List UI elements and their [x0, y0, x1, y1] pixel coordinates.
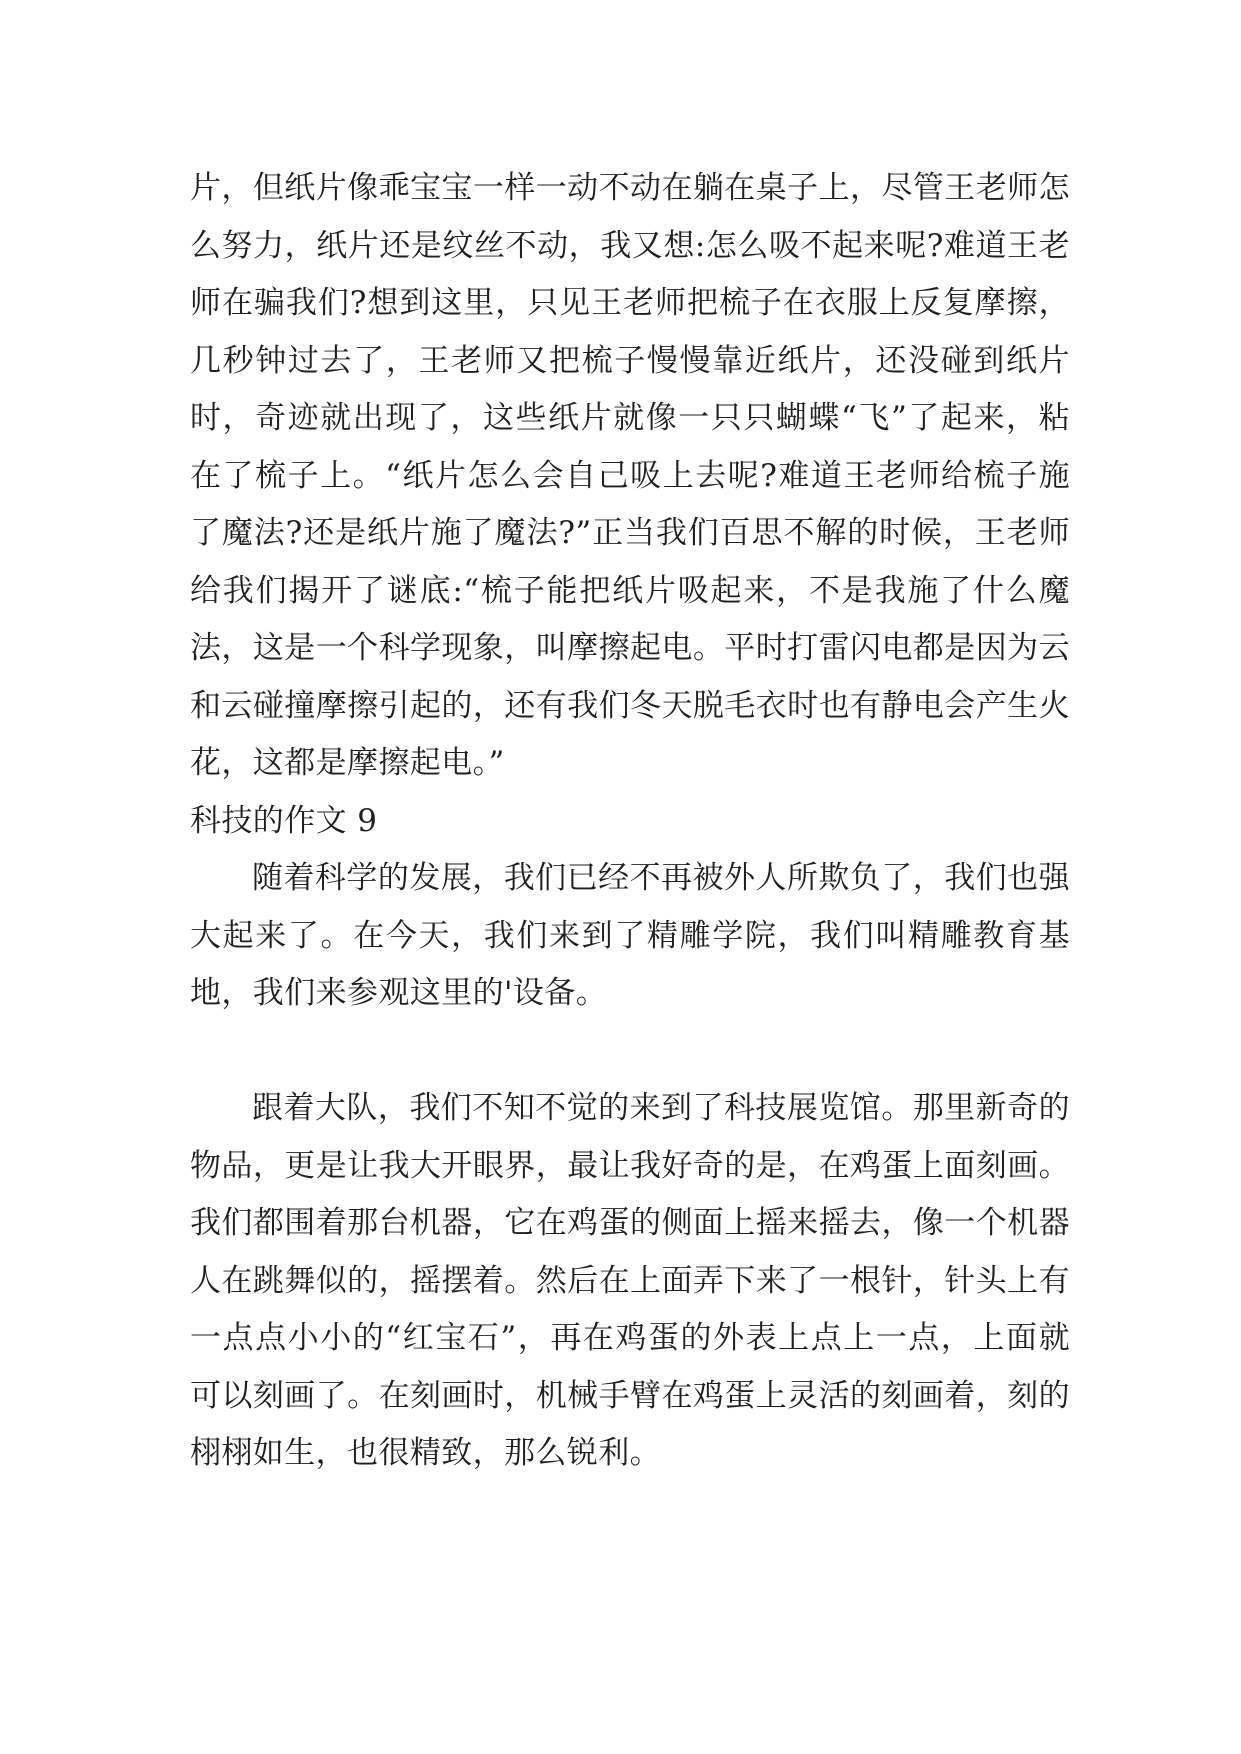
section-heading: 科技的作文 9: [190, 802, 378, 839]
paragraph-intro: 随着科学的发展，我们已经不再被外人所欺负了，我们也强大起来了。在今天，我们来到了精雕学院，我们叫精雕教育基地，我们来参观这里的'设备。: [190, 860, 1070, 1011]
document-body: [190, 160, 1070, 1483]
paragraph-exhibition: 跟着大队，我们不知不觉的来到了科技展览馆。那里新奇的物品，更是让我大开眼界，最让我好奇的是，在鸡蛋上面刻画。我们都围着那台机器，它在鸡蛋的侧面上摇来摇去，像一个机器人在跳舞似的，摇摆着。然后在上面弄下来了一根针，针头上有一点点小小的“红宝石”，再在鸡蛋的外表上点上一点，上面就可以刻画了。在刻画时，机械手臂在鸡蛋上灵活的刻画着，刻的栩栩如生，也很精致，那么锐利。: [190, 1090, 1070, 1471]
blank-line: [190, 1023, 1070, 1081]
paragraph-continued: 片，但纸片像乖宝宝一样一动不动在躺在桌子上，尽管王老师怎么努力，纸片还是纹丝不动，我又想:怎么吸不起来呢?难道王老师在骗我们?想到这里，只见王老师把梳子在衣服上反复摩擦，几秒钟过去了，王老师又把梳子慢慢靠近纸片，还没碰到纸片时，奇迹就出现了，这些纸片就像一只只蝴蝶“飞”了起来，粘在了梳子上。“纸片怎么会自己吸上去呢?难道王老师给梳子施了魔法?还是纸片施了魔法?”正当我们百思不解的时候，王老师给我们揭开了谜底:“梳子能把纸片吸起来，不是我施了什么魔法，这是一个科学现象，叫摩擦起电。平时打雷闪电都是因为云和云碰撞摩擦引起的，还有我们冬天脱毛衣时也有静电会产生火花，这都是摩擦起电。”: [190, 170, 1070, 781]
